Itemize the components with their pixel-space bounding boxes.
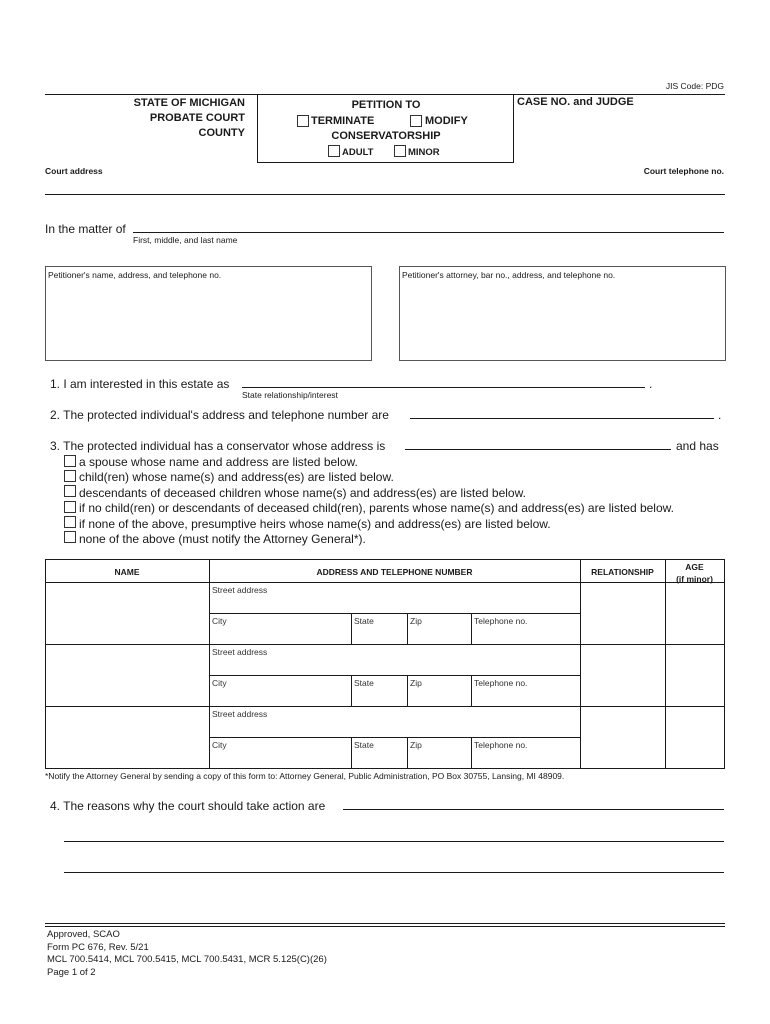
court-name: PROBATE COURT [149, 112, 245, 124]
petition-title: PETITION TO [351, 99, 421, 111]
row-2-street-label: Street address [212, 647, 268, 657]
table-header-rule [45, 582, 725, 583]
row-2-city-label: City [212, 678, 227, 688]
option-children-checkbox[interactable] [64, 470, 76, 482]
row-1-state-label: State [354, 616, 374, 626]
footer-form-number: Form PC 676, Rev. 5/21 [47, 941, 149, 953]
row-3-zip-label: Zip [410, 740, 422, 750]
row-2-rule-c [471, 675, 472, 706]
attorney-box[interactable] [399, 266, 726, 361]
terminate-label: TERMINATE [311, 115, 375, 127]
row-3-rule-b [407, 737, 408, 768]
item-2-field[interactable] [410, 417, 714, 419]
row-1-zip-label: Zip [410, 616, 422, 626]
item-1-hint: State relationship/interest [242, 390, 338, 400]
attorney-box-label: Petitioner's attorney, bar no., address, and telephone no. [402, 270, 616, 280]
table-row-rule-2 [45, 706, 725, 707]
footer-rule-2 [45, 926, 725, 927]
header-bottom-rule [257, 162, 514, 163]
col-age-header [665, 561, 724, 585]
row-3-telephone-label: Telephone no. [474, 740, 528, 750]
option-parents-label: if no child(ren) or descendants of deceased child(ren), parents whose name(s) and address(es) are listed below. [79, 501, 674, 515]
row-2-address-rule [209, 675, 580, 676]
item-4-field-line-3[interactable] [64, 871, 724, 873]
modify-label: MODIFY [425, 115, 468, 127]
table-left-rule [45, 559, 46, 769]
conservatorship-label: CONSERVATORSHIP [331, 130, 441, 142]
option-parents-checkbox[interactable] [64, 501, 76, 513]
table-col-rule-2 [580, 559, 581, 769]
row-2-zip-label: Zip [410, 678, 422, 688]
item-4-field-line-1[interactable] [343, 808, 724, 810]
option-spouse-label: a spouse whose name and address are listed below. [79, 455, 358, 469]
court-name-block [50, 96, 245, 141]
row-3-rule-a [351, 737, 352, 768]
option-spouse-checkbox[interactable] [64, 455, 76, 467]
option-none-checkbox[interactable] [64, 531, 76, 543]
row-3-rule-c [471, 737, 472, 768]
row-3-state-label: State [354, 740, 374, 750]
court-address-rule [45, 194, 725, 195]
adult-checkbox[interactable] [328, 145, 340, 157]
table-right-rule [724, 559, 725, 769]
row-2-rule-a [351, 675, 352, 706]
option-heirs-label: if none of the above, presumptive heirs whose name(s) and address(es) are listed below. [79, 517, 551, 531]
item-3-end: and has [676, 439, 719, 453]
matter-hint: First, middle, and last name [133, 235, 238, 245]
state-name: STATE OF MICHIGAN [133, 97, 245, 109]
row-2-rule-b [407, 675, 408, 706]
option-heirs-checkbox[interactable] [64, 516, 76, 528]
row-3-address-rule [209, 737, 580, 738]
petitioner-box[interactable] [45, 266, 372, 361]
row-1-city-label: City [212, 616, 227, 626]
item-1-field[interactable] [242, 386, 645, 388]
adult-label: ADULT [342, 147, 374, 158]
footer-block [47, 929, 327, 979]
jis-code: JIS Code: PDG [665, 81, 724, 91]
case-no-label: CASE NO. and JUDGE [517, 96, 634, 108]
row-1-telephone-label: Telephone no. [474, 616, 528, 626]
header-top-rule [45, 94, 725, 95]
option-descendants-checkbox[interactable] [64, 485, 76, 497]
terminate-checkbox[interactable] [297, 115, 309, 127]
col-address-header: ADDRESS AND TELEPHONE NUMBER [316, 567, 473, 577]
col-age-sublabel: (if minor) [676, 574, 713, 584]
footer-page: Page 1 of 2 [47, 966, 96, 978]
minor-checkbox[interactable] [394, 145, 406, 157]
row-1-street-label: Street address [212, 585, 268, 595]
item-2-end: . [718, 408, 722, 422]
matter-label: In the matter of [45, 222, 126, 236]
table-row-rule-1 [45, 644, 725, 645]
item-4-field-line-2[interactable] [64, 840, 724, 842]
row-1-rule-c [471, 613, 472, 644]
option-children-label: child(ren) whose name(s) and address(es) are listed below. [79, 470, 394, 484]
item-4-text: 4. The reasons why the court should take action are [50, 799, 326, 813]
row-2-telephone-label: Telephone no. [474, 678, 528, 688]
footer-statutes: MCL 700.5414, MCL 700.5415, MCL 700.5431, MCR 5.125(C)(26) [47, 954, 327, 965]
minor-label: MINOR [408, 147, 440, 158]
item-3-field[interactable] [405, 448, 671, 450]
row-1-rule-b [407, 613, 408, 644]
table-bottom-rule [45, 768, 725, 769]
item-1-text: 1. I am interested in this estate as [50, 377, 230, 391]
row-1-rule-a [351, 613, 352, 644]
modify-checkbox[interactable] [410, 115, 422, 127]
item-2-text: 2. The protected individual's address and telephone number are [50, 408, 389, 422]
row-3-city-label: City [212, 740, 227, 750]
petitioner-box-label: Petitioner's name, address, and telephone no. [48, 270, 222, 280]
item-1-end: . [649, 377, 653, 391]
county-label: COUNTY [198, 127, 245, 139]
footer-rule-1 [45, 923, 725, 924]
option-none-label: none of the above (must notify the Attorney General*). [79, 532, 366, 546]
court-address-label: Court address [45, 166, 103, 176]
row-1-address-rule [209, 613, 580, 614]
col-age-label: AGE [685, 562, 704, 572]
attorney-general-footnote: *Notify the Attorney General by sending a copy of this form to: Attorney General, Public Administration, PO Box 30755, Lansing, MI 48909. [45, 771, 565, 781]
matter-name-field[interactable] [133, 231, 724, 233]
item-3-text: 3. The protected individual has a conservator whose address is [50, 439, 386, 453]
court-telephone-label: Court telephone no. [643, 166, 724, 176]
table-col-rule-3 [665, 559, 666, 769]
table-top-rule [45, 559, 725, 560]
row-2-state-label: State [354, 678, 374, 688]
col-relationship-header: RELATIONSHIP [591, 567, 654, 577]
option-descendants-label: descendants of deceased children whose name(s) and address(es) are listed below. [79, 486, 526, 500]
footer-approved: Approved, SCAO [47, 929, 120, 940]
col-name-header: NAME [114, 567, 140, 577]
row-3-street-label: Street address [212, 709, 268, 719]
